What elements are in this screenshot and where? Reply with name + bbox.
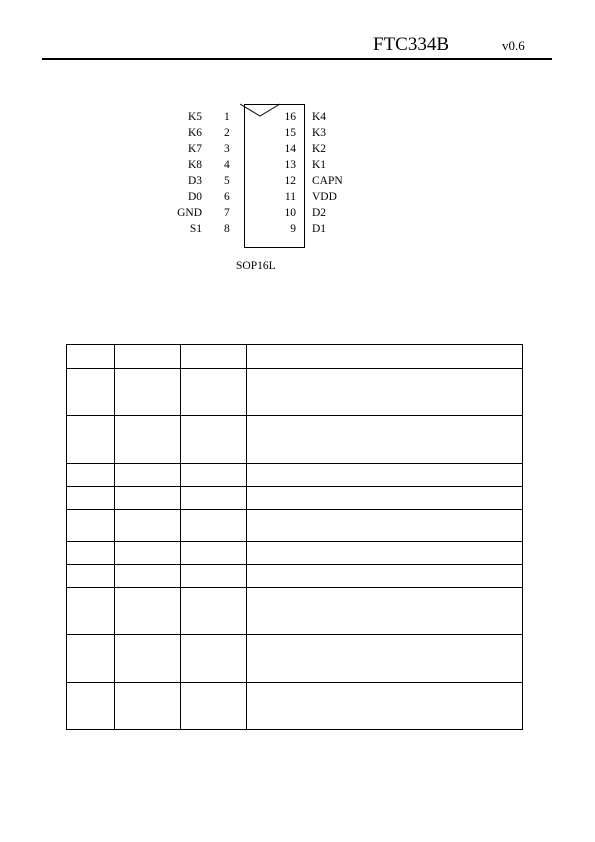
pin-name-left: S1 xyxy=(189,223,202,235)
table-cell xyxy=(247,416,523,464)
pin-name-right: K3 xyxy=(312,127,327,139)
package-label: SOP16L xyxy=(236,260,276,272)
pin-number-right: 10 xyxy=(284,207,296,219)
pin-name-left: GND xyxy=(177,207,202,219)
table-cell xyxy=(247,464,523,487)
pin-number-right: 15 xyxy=(284,127,296,139)
header-version: v0.6 xyxy=(502,38,525,53)
table-cell xyxy=(181,683,247,730)
table-cell xyxy=(115,565,181,588)
table-cell xyxy=(181,487,247,510)
pin-number-left: 3 xyxy=(224,143,230,155)
table-cell xyxy=(247,635,523,683)
table-cell xyxy=(247,345,523,369)
table-cell xyxy=(115,416,181,464)
pin-name-right: D2 xyxy=(312,207,327,219)
pin-name-right: K2 xyxy=(312,143,327,155)
table-cell xyxy=(181,416,247,464)
table-cell xyxy=(115,683,181,730)
table-header-row xyxy=(67,345,523,369)
table-cell xyxy=(181,565,247,588)
table-cell xyxy=(247,588,523,635)
table-cell xyxy=(181,542,247,565)
table-cell xyxy=(181,464,247,487)
pin-number-right: 14 xyxy=(284,143,296,155)
pin-name-left: D0 xyxy=(187,191,202,203)
table-row xyxy=(67,416,523,464)
table-cell xyxy=(247,487,523,510)
table-row xyxy=(67,565,523,588)
pin-number-right: 11 xyxy=(284,191,296,203)
table-cell xyxy=(115,487,181,510)
pin-number-right: 13 xyxy=(284,159,296,171)
table-cell xyxy=(67,487,115,510)
header-rule xyxy=(42,58,552,60)
pin-name-right: VDD xyxy=(312,191,337,203)
table-cell xyxy=(181,369,247,416)
pin-name-left: K5 xyxy=(187,111,202,123)
table-cell xyxy=(181,345,247,369)
table-cell xyxy=(247,369,523,416)
table-cell xyxy=(247,510,523,542)
pin-number-left: 4 xyxy=(224,159,230,171)
pin-number-right: 12 xyxy=(284,175,296,187)
pin-name-right: K1 xyxy=(312,159,327,171)
table-cell xyxy=(115,542,181,565)
pin-name-left: K6 xyxy=(187,127,202,139)
table-cell xyxy=(181,635,247,683)
table-cell xyxy=(67,588,115,635)
pin-number-right: 16 xyxy=(284,111,296,123)
table-cell xyxy=(115,510,181,542)
pin-name-right: CAPN xyxy=(312,175,343,187)
pin-name-left: K7 xyxy=(187,143,202,155)
table-cell xyxy=(247,683,523,730)
pin-name-right: K4 xyxy=(312,111,327,123)
pin-name-right: D1 xyxy=(312,223,327,235)
table-cell xyxy=(67,464,115,487)
table-cell xyxy=(67,683,115,730)
pin-number-left: 8 xyxy=(224,223,230,235)
table-cell xyxy=(247,542,523,565)
table-cell xyxy=(181,588,247,635)
pin-name-left: D3 xyxy=(187,175,202,187)
table-row xyxy=(67,542,523,565)
pin-number-left: 6 xyxy=(224,191,230,203)
pin-name-left: K8 xyxy=(187,159,202,171)
table-cell xyxy=(67,416,115,464)
pin-number-left: 1 xyxy=(224,111,230,123)
table-row xyxy=(67,635,523,683)
table-cell xyxy=(67,565,115,588)
table-row xyxy=(67,369,523,416)
table-cell xyxy=(115,345,181,369)
table-cell xyxy=(67,345,115,369)
table-cell xyxy=(247,565,523,588)
table-cell xyxy=(115,464,181,487)
table-cell xyxy=(67,369,115,416)
table-row xyxy=(67,683,523,730)
table-cell xyxy=(115,635,181,683)
table-row xyxy=(67,588,523,635)
pin-number-left: 2 xyxy=(224,127,230,139)
pin-number-right: 9 xyxy=(290,223,296,235)
table-cell xyxy=(67,542,115,565)
table-cell xyxy=(67,510,115,542)
pin-number-left: 7 xyxy=(224,207,230,219)
table-row xyxy=(67,464,523,487)
table-cell xyxy=(67,635,115,683)
table-row xyxy=(67,510,523,542)
table-row xyxy=(67,487,523,510)
header-title: FTC334B xyxy=(373,34,450,55)
table-cell xyxy=(115,588,181,635)
pin-description-table xyxy=(66,344,523,730)
table-cell xyxy=(115,369,181,416)
table-cell xyxy=(181,510,247,542)
pin-number-left: 5 xyxy=(224,175,230,187)
